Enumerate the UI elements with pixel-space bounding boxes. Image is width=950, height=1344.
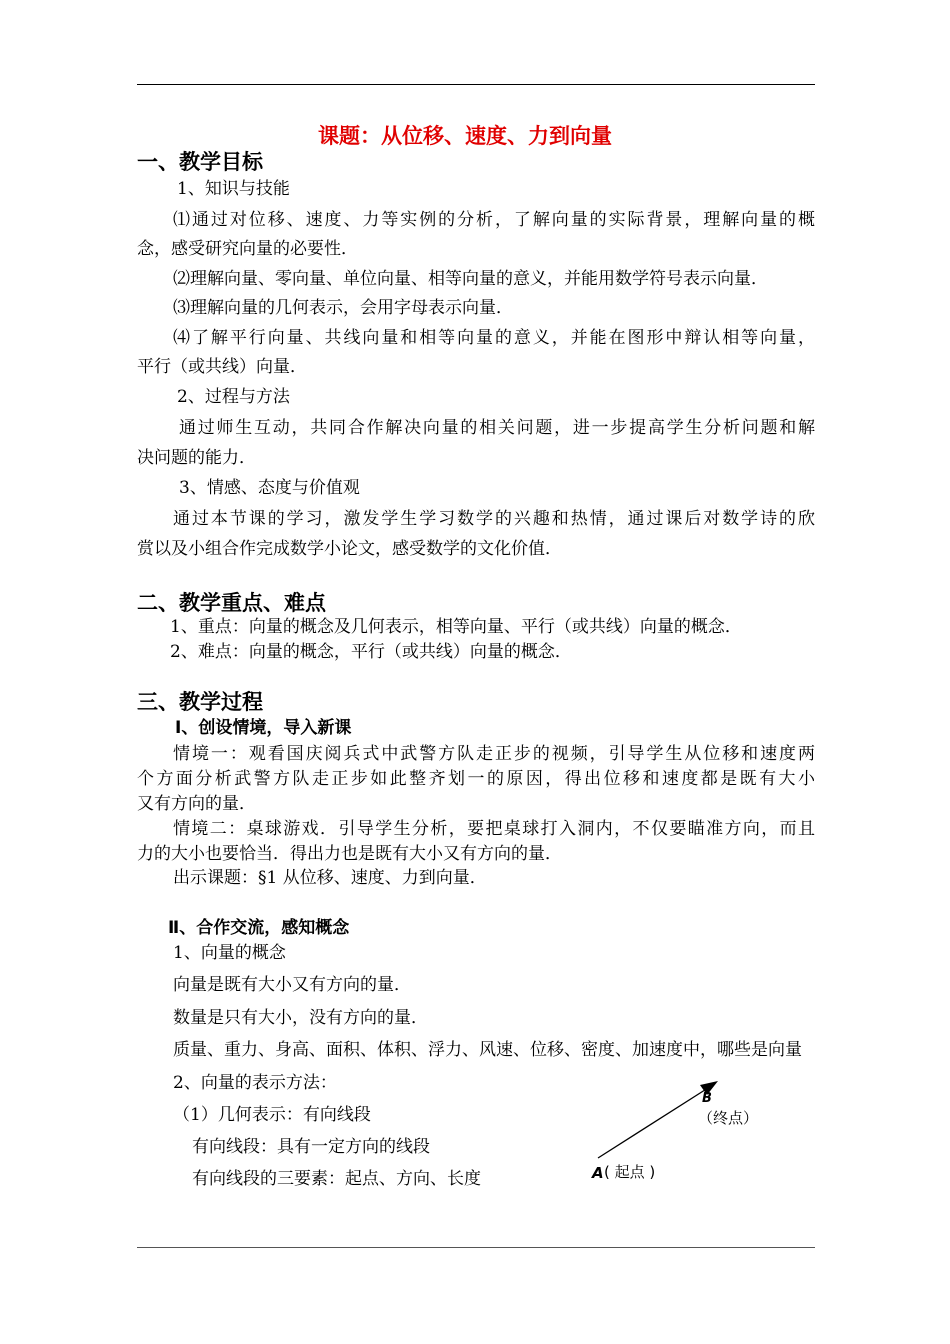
end-point-label: （终点）: [698, 1109, 759, 1127]
s3-sub2: Ⅱ、合作交流，感知概念: [168, 918, 350, 938]
s1-p5a: 通过师生互动，共同合作解决向量的相关问题，进一步提高学生分析问题和解: [179, 418, 815, 438]
s1-p4a: ⑷了解平行向量、共线向量和相等向量的意义，并能在图形中辩认相等向量，: [173, 328, 815, 348]
s3-p1b: 个方面分析武警方队走正步如此整齐划一的原因，得出位移和速度都是既有大小: [137, 769, 815, 789]
s2-p2: 2、难点：向量的概念，平行（或共线）向量的概念．: [170, 642, 572, 662]
s1-p2: ⑵理解向量、零向量、单位向量、相等向量的意义，并能用数学符号表示向量．: [173, 269, 768, 289]
s1-p6b: 赏以及小组合作完成数学小论文，感受数学的文化价值．: [137, 539, 562, 559]
s3-q8: 有向线段的三要素：起点、方向、长度: [192, 1169, 481, 1189]
bottom-rule: [137, 1247, 815, 1248]
s1-p4b: 平行（或共线）向量．: [137, 357, 307, 377]
s1-sub2: 2、过程与方法: [177, 387, 290, 407]
s3-p2b: 力的大小也要恰当．得出力也是既有大小又有方向的量．: [137, 844, 562, 864]
vector-ab-line: [598, 1088, 708, 1158]
section-1-heading: 一、教学目标: [137, 150, 263, 174]
page-title: 课题：从位移、速度、力到向量: [318, 124, 612, 148]
s3-p2a: 情境二：桌球游戏．引导学生分析，要把桌球打入洞内，不仅要瞄准方向，而且: [173, 819, 815, 839]
start-point-label: ( 起点 ): [604, 1163, 656, 1181]
s1-sub1: 1、知识与技能: [177, 179, 290, 199]
s3-sub1: Ⅰ、创设情境，导入新课: [175, 718, 352, 738]
s3-p3: 出示课题：§1 从位移、速度、力到向量．: [173, 868, 487, 888]
s3-q2: 向量是既有大小又有方向的量．: [173, 975, 411, 995]
section-3-heading: 三、教学过程: [137, 690, 263, 714]
point-b-label: B: [702, 1091, 712, 1106]
s3-q3: 数量是只有大小，没有方向的量．: [173, 1008, 428, 1028]
s1-p3: ⑶理解向量的几何表示，会用字母表示向量．: [173, 298, 513, 318]
s1-sub3: 3、情感、态度与价值观: [179, 478, 360, 498]
s3-q1: 1、向量的概念: [173, 943, 286, 963]
s3-p1c: 又有方向的量．: [137, 794, 256, 814]
section-2-heading: 二、教学重点、难点: [137, 591, 326, 615]
s1-p5b: 决问题的能力．: [137, 448, 256, 468]
s1-p1b: 念，感受研究向量的必要性．: [137, 239, 358, 259]
s1-p1a: ⑴通过对位移、速度、力等实例的分析，了解向量的实际背景，理解向量的概: [173, 210, 815, 230]
s3-q7: 有向线段：具有一定方向的线段: [192, 1137, 430, 1157]
s3-q6: （1）几何表示：有向线段: [173, 1105, 371, 1125]
s3-p1a: 情境一：观看国庆阅兵式中武警方队走正步的视频，引导学生从位移和速度两: [173, 744, 815, 764]
point-a-label: A: [592, 1164, 604, 1182]
s3-q5: 2、向量的表示方法：: [173, 1073, 337, 1093]
s1-p6a: 通过本节课的学习，激发学生学习数学的兴趣和热情，通过课后对数学诗的欣: [173, 509, 815, 529]
s3-q4: 质量、重力、身高、面积、体积、浮力、风速、位移、密度、加速度中，哪些是向量: [173, 1040, 802, 1060]
s2-p1: 1、重点：向量的概念及几何表示，相等向量、平行（或共线）向量的概念．: [170, 617, 742, 637]
